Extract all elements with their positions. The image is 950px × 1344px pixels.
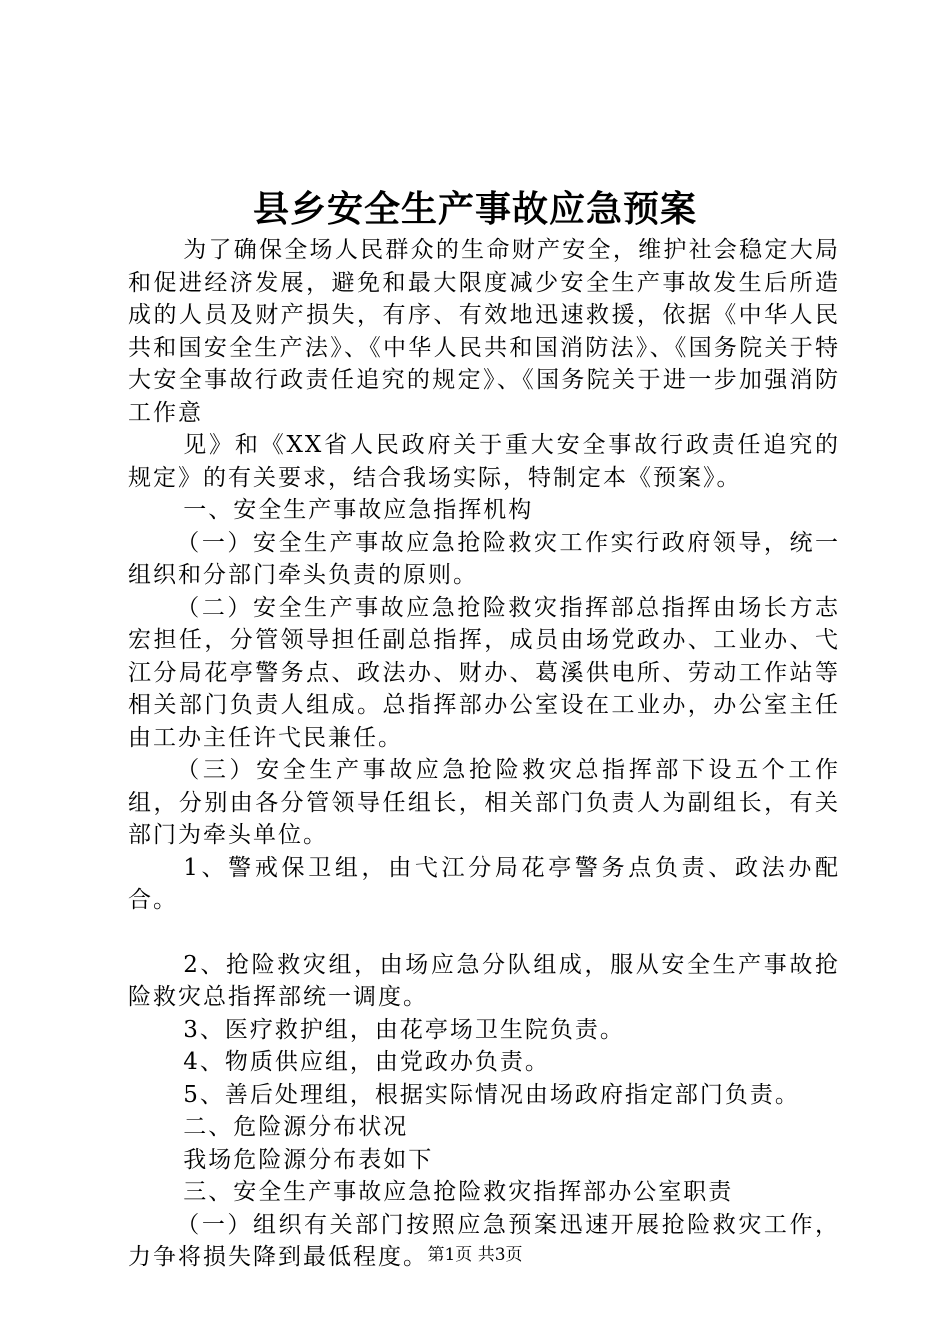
list-item-security: 1、警戒保卫组，由弋江分局花亭警务点负责、政法办配合。 <box>128 854 840 913</box>
paragraph-principle: （一）安全生产事故应急抢险救灾工作实行政府领导，统一组织和分部门牵头负责的原则。 <box>128 529 840 588</box>
paragraph-workgroups: （三）安全生产事故应急抢险救灾总指挥部下设五个工作组，分别由各分管领导任组长，相关部门负责人为副组长，有关部门为牵头单位。 <box>128 757 840 848</box>
document-title: 县乡安全生产事故应急预案 <box>252 188 697 230</box>
list-item-rescue: 2、抢险救灾组，由场应急分队组成，服从安全生产事故抢险救灾总指挥部统一调度。 <box>128 951 840 1010</box>
section-heading-2: 二、危险源分布状况 <box>183 1114 409 1140</box>
list-item-supply: 4、物质供应组，由党政办负责。 <box>183 1049 550 1075</box>
paragraph-duties-1: （一）组织有关部门按照应急预案迅速开展抢险救灾工作，力争将损失降到最低程度。 <box>128 1211 840 1270</box>
list-item-aftermath: 5、善后处理组，根据实际情况由场政府指定部门负责。 <box>183 1081 800 1108</box>
spacer <box>128 917 840 949</box>
page-number: 第1页 共3页 <box>427 1245 523 1265</box>
paragraph-command: （二）安全生产事故应急抢险救灾指挥部总指挥由场长方志宏担任，分管领导担任副总指挥，成员由场党政办、工业办、弋江分局花亭警务点、政法办、财办、葛溪供电所、劳动工作站等相关部门负责人组成。总指挥部办公室设在工业办，办公室主任由工办主任许弋民兼任。 <box>128 594 840 751</box>
paragraph-intro-cont: 见》和《XX省人民政府关于重大安全事故行政责任追究的规定》的有关要求，结合我场实际，特制定本《预案》。 <box>128 432 840 491</box>
document-body <box>128 234 840 1274</box>
section-heading-3: 三、安全生产事故应急抢险救灾指挥部办公室职责 <box>183 1179 734 1205</box>
paragraph-intro: 为了确保全场人民群众的生命财产安全，维护社会稳定大局和促进经济发展，避免和最大限度减少安全生产事故发生后所造成的人员及财产损失，有序、有效地迅速救援，依据《中华人民共和国安全生产法》、《中华人民共和国消防法》、《国务院关于特大安全事故行政责任追究的规定》、《国务院关于进一步加强消防工作意 <box>128 237 840 426</box>
list-item-medical: 3、医疗救护组，由花亭场卫生院负责。 <box>183 1016 625 1043</box>
paragraph-hazard-table: 我场危险源分布表如下 <box>183 1146 434 1173</box>
section-heading-1: 一、安全生产事故应急指挥机构 <box>183 497 534 523</box>
